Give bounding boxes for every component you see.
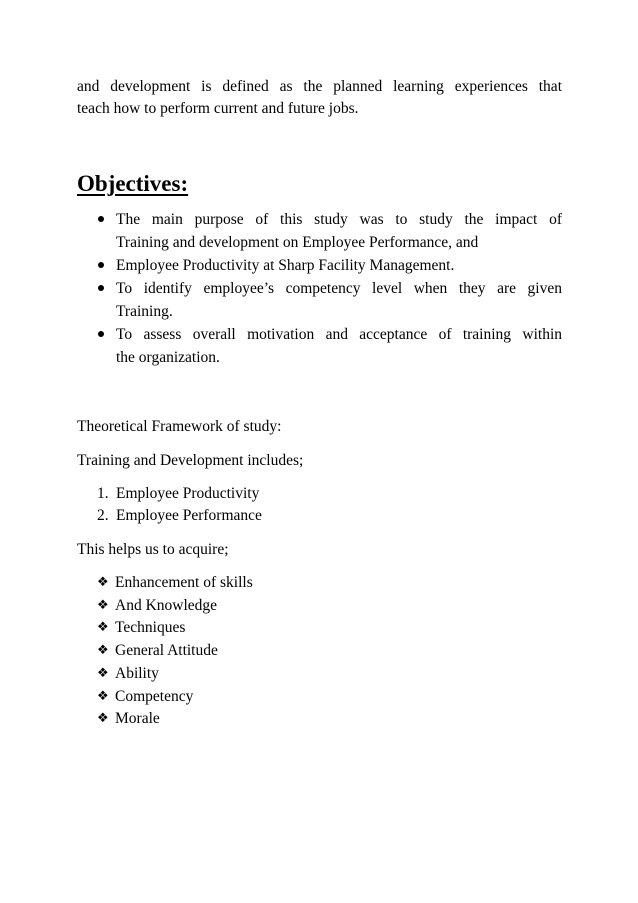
numbered-item	[97, 505, 262, 527]
acquire-item	[97, 686, 253, 709]
objective-item	[96, 323, 562, 369]
acquire-item-text: And Knowledge	[115, 596, 218, 614]
number-marker: 2.	[97, 507, 109, 524]
objective-line: Training.	[116, 303, 173, 320]
objective-line: Employee Productivity at Sharp Facility Management.	[116, 257, 455, 274]
acquire-item	[97, 617, 253, 640]
acquire-label: This helps us to acquire;	[77, 541, 229, 558]
acquire-item-text: Techniques	[115, 619, 186, 637]
numbered-list	[97, 483, 262, 527]
acquire-item	[97, 595, 253, 618]
diamond-bullet-icon: ❖	[97, 597, 109, 613]
bullet-dot-icon	[98, 262, 104, 268]
intro-line-1: and development is defined as the planned learning experiences that	[77, 78, 562, 95]
bullet-dot-icon	[98, 216, 104, 222]
number-marker: 1.	[97, 485, 109, 502]
acquire-item-text: Enhancement of skills	[115, 574, 253, 591]
objective-item	[96, 277, 562, 323]
objective-line: the organization.	[116, 349, 220, 366]
objective-line: Training and development on Employee Performance, and	[116, 234, 479, 251]
objective-line: To identify employee’s competency level when they are given	[116, 280, 562, 297]
acquire-item	[97, 708, 253, 731]
objective-item	[96, 254, 562, 277]
diamond-bullet-icon: ❖	[97, 665, 109, 681]
diamond-bullet-icon: ❖	[97, 575, 109, 590]
acquire-item-text: Ability	[115, 664, 159, 682]
intro-line-2: teach how to perform current and future jobs.	[77, 100, 359, 117]
numbered-item-text: Employee Performance	[116, 507, 262, 524]
diamond-bullet-icon: ❖	[97, 688, 109, 704]
numbered-item	[97, 483, 262, 505]
diamond-bullet-icon: ❖	[97, 711, 109, 727]
framework-title: Theoretical Framework of study:	[77, 418, 282, 435]
intro-paragraph	[77, 76, 562, 120]
diamond-bullet-icon: ❖	[97, 643, 109, 659]
objective-line: To assess overall motivation and acceptance of training within	[116, 326, 562, 343]
objective-item	[96, 208, 562, 254]
includes-label: Training and Development includes;	[77, 452, 304, 469]
numbered-item-text: Employee Productivity	[116, 485, 260, 502]
acquire-item	[97, 572, 253, 595]
acquire-item	[97, 640, 253, 663]
acquire-list	[97, 572, 253, 731]
diamond-bullet-icon: ❖	[97, 620, 109, 636]
bullet-dot-icon	[98, 285, 104, 291]
objectives-heading: Objectives:	[77, 171, 189, 196]
acquire-item-text: General Attitude	[115, 642, 218, 660]
objective-line: The main purpose of this study was to study the impact of	[116, 211, 562, 228]
objectives-list	[96, 208, 562, 369]
acquire-item	[97, 663, 253, 686]
acquire-item-text: Competency	[115, 687, 194, 705]
acquire-item-text: Morale	[115, 710, 160, 728]
bullet-dot-icon	[98, 331, 104, 337]
